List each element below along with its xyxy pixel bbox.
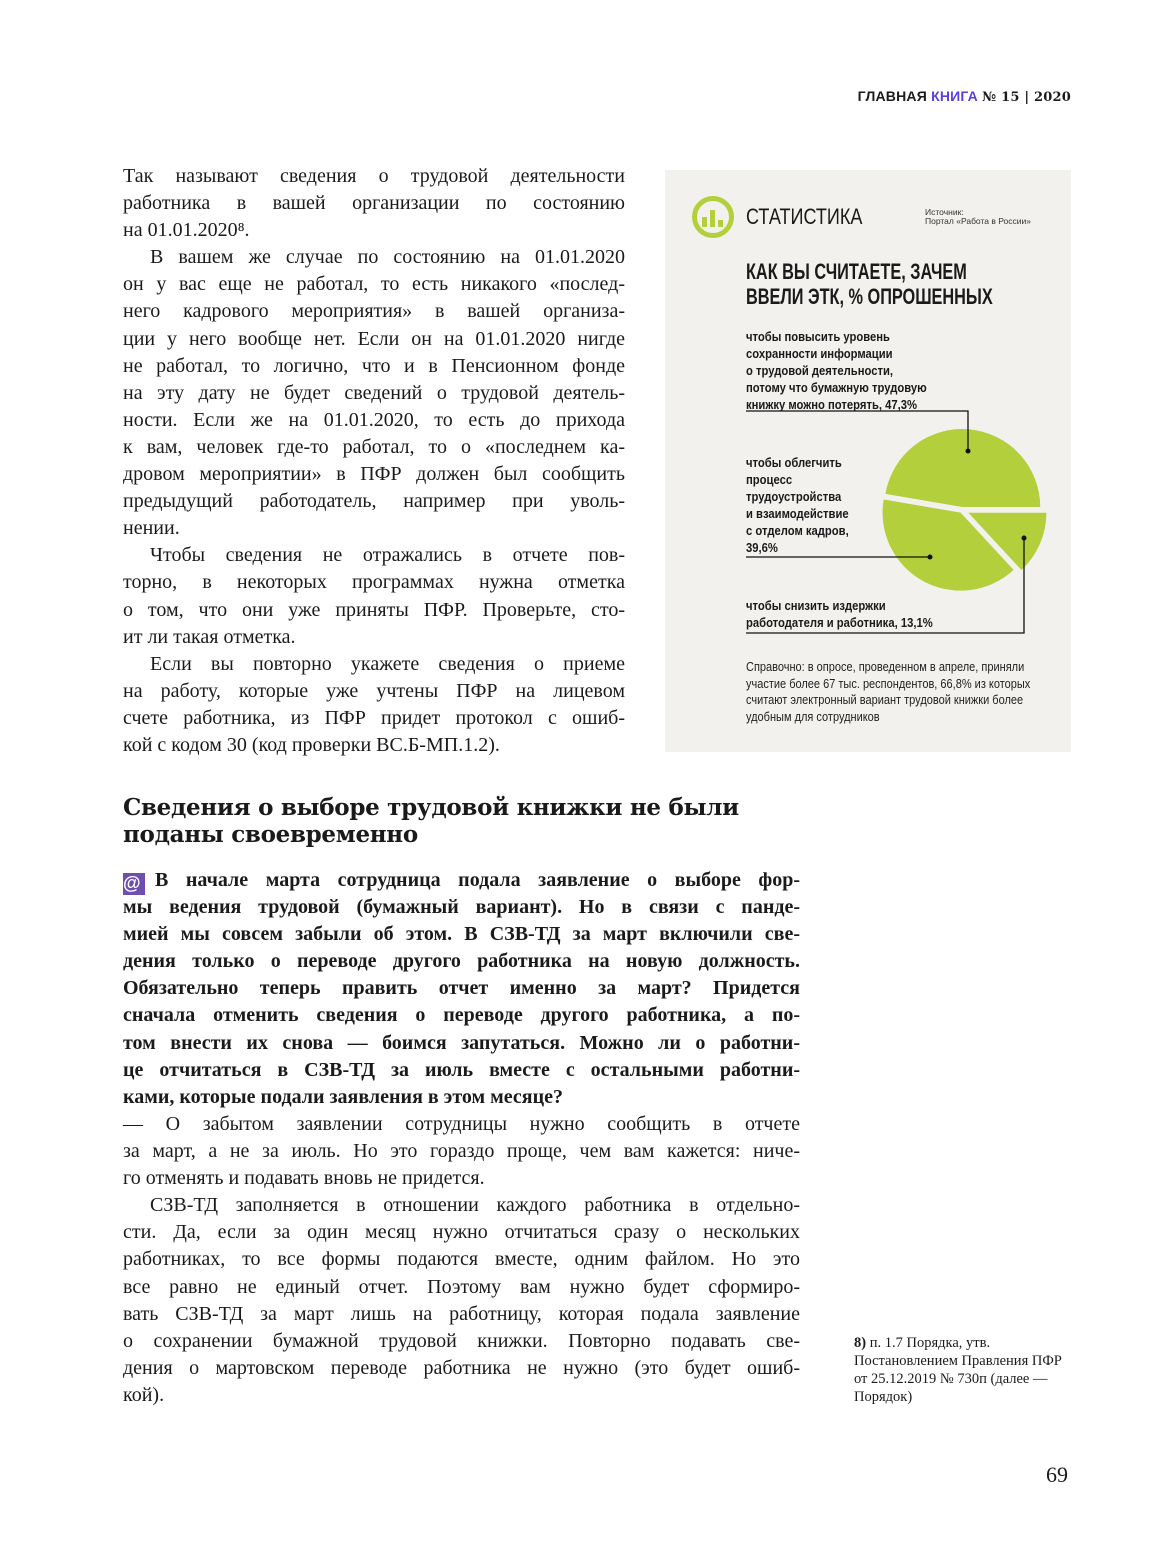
text-line: к вам, человек где-то работал, то о «последнем ка- <box>123 435 625 458</box>
question-line <box>123 1002 800 1029</box>
text-line: на работу, которые уже учтены ПФР на лицевом <box>123 679 625 702</box>
leader-dot-2 <box>928 555 933 560</box>
text-line: на 01.01.2020⁸. <box>123 219 250 242</box>
source-value: Портал «Работа в России» <box>925 215 1031 226</box>
source-label: Источник: <box>925 207 964 217</box>
footnote-marker: 8) <box>854 1335 867 1351</box>
question-line <box>123 1057 800 1084</box>
question-text: мией мы совсем забыли об этом. В СЗВ-ТД за март включили све- <box>123 923 800 946</box>
text-line: Чтобы сведения не отражались в отчете пов- <box>150 544 625 567</box>
footnote-text: п. 1.7 Порядка, утв. Постановлением Правления ПФР от 25.12.2019 № 730п (далее — Порядок) <box>854 1335 1062 1405</box>
text-line: кой). <box>123 1383 165 1406</box>
text-line: работника в вашей организации по состоянию <box>123 192 625 215</box>
pie-label-line: работодателя и работника, 13,1% <box>746 615 933 630</box>
text-line: предыдущий работодатель, например при уволь- <box>123 490 625 513</box>
question-line <box>123 867 800 894</box>
footnote <box>854 1334 1064 1406</box>
pie-label-line: потому что бумажную трудовую <box>746 380 927 395</box>
text-line: работниках, то все формы подаются вместе, одним файлом. Но это <box>123 1248 800 1271</box>
text-line: о том, что они уже приняты ПФР. Проверьте, сто- <box>123 598 625 621</box>
pie-label-line: чтобы снизить издержки <box>746 599 886 613</box>
pie-label-line: сохранности информации <box>746 346 893 361</box>
pie-label-3 <box>746 455 849 556</box>
question-text: сначала отменить сведения о переводе другого работника, а по- <box>123 1004 800 1027</box>
text-line: Если вы повторно укажете сведения о приеме <box>150 652 625 675</box>
section-heading: Сведения о выборе трудовой книжки не были поданы своевременно <box>123 794 739 848</box>
statistics-box <box>665 170 1071 752</box>
text-line: го отменять и подавать вновь не придется. <box>123 1167 485 1190</box>
question-text: том внести их снова — боимся запутаться. Можно ли о работни- <box>123 1031 800 1054</box>
pie-label-line: книжку можно потерять, 47,3% <box>746 397 918 412</box>
text-line: СЗВ-ТД заполняется в отношении каждого работника в отдельно- <box>150 1194 800 1217</box>
text-line: Так называют сведения о трудовой деятельности <box>123 165 625 187</box>
issue-number: № 15 | 2020 <box>982 90 1071 105</box>
question-text: Обязательно теперь править отчет именно за март? Придется <box>123 977 800 1000</box>
text-line: на эту дату не будет сведений о трудовой деятель- <box>123 381 625 404</box>
text-line: дения о мартовском переводе работника не нужно (это будет ошиб- <box>123 1356 800 1379</box>
text-line: торно, в некоторых программах нужна отметка <box>123 571 625 594</box>
pie-label-1 <box>746 329 927 414</box>
running-header <box>858 88 1071 105</box>
stats-title: СТАТИСТИКА <box>746 204 863 229</box>
question-text: мы ведения трудовой (бумажный вариант). Но в связи с панде- <box>123 896 800 919</box>
text-line: В вашем же случае по состоянию на 01.01.2020 <box>150 246 625 269</box>
text-line: ит ли такая отметка. <box>123 625 296 648</box>
text-line: не работал, то логично, что и в Пенсионном фонде <box>123 354 625 377</box>
pie-label-line: с отделом кадров, <box>746 523 849 538</box>
question-line <box>123 948 800 975</box>
brand-accent: КНИГА <box>931 88 978 104</box>
pie-label-line: и взаимодействие <box>746 506 849 521</box>
text-line: за март, а не за июль. Но это гораздо проще, чем вам кажется: ниче- <box>123 1140 800 1163</box>
pie-slice-1 <box>885 429 1040 507</box>
pie-label-2 <box>746 598 933 632</box>
leader-dot-3 <box>1022 536 1027 541</box>
email-question-icon: @ <box>123 873 145 895</box>
question-line <box>123 921 800 948</box>
text-line: кой с кодом 30 (код проверки ВС.Б-МП.1.2). <box>123 733 500 756</box>
text-line: ции у него вообще нет. Если он на 01.01.2020 нигде <box>123 327 625 350</box>
page-number: 69 <box>1046 1462 1068 1487</box>
pie-label-line: о трудовой деятельности, <box>746 363 894 378</box>
text-line: он у вас еще не работал, то есть никакого «послед- <box>123 273 625 296</box>
pie-label-line: процесс <box>746 472 793 487</box>
question-text: ками, которые подали заявления в этом месяце? <box>123 1085 563 1108</box>
question-text: В начале марта сотрудница подала заявление о выборе фор- <box>155 869 800 891</box>
bar-chart-icon <box>695 199 732 236</box>
stats-note: Справочно: в опросе, проведенном в апреле, приняли участие более 67 тыс. респондентов, 66,8% из которых считают электронный вариант трудовой книжки более удобным для сотрудников <box>746 660 1031 725</box>
leader-dot-1 <box>966 449 971 454</box>
text-line: нении. <box>123 517 180 540</box>
question-line <box>123 894 800 921</box>
pie-label-line: 39,6% <box>746 540 778 555</box>
text-line: — О забытом заявлении сотрудницы нужно сообщить в отчете <box>123 1113 800 1135</box>
answer-block <box>123 1111 800 1409</box>
pie-label-line: трудоустройства <box>746 489 842 504</box>
question-text: дения только о переводе другого работника на новую должность. <box>123 950 800 973</box>
pie-label-line: чтобы облегчить <box>746 456 842 470</box>
question-text: це отчитаться в СЗВ-ТД за июль вместе с остальными работни- <box>123 1058 800 1081</box>
question-line <box>123 975 800 1002</box>
stats-source <box>925 208 1031 225</box>
text-line: него кадрового мероприятия» в вашей организа- <box>123 300 625 323</box>
text-line: сти. Да, если за один месяц нужно отчитаться сразу о нескольких <box>123 1221 800 1244</box>
text-line: ности. Если же на 01.01.2020, то есть до прихода <box>123 408 625 431</box>
body-text-top <box>123 163 625 759</box>
brand-name: ГЛАВНАЯ <box>857 88 927 104</box>
text-line: о сохранении бумажной трудовой книжки. Повторно подавать све- <box>123 1329 800 1352</box>
text-line: счете работника, из ПФР придет протокол с ошиб- <box>123 706 625 729</box>
chart-title: КАК ВЫ СЧИТАЕТЕ, ЗАЧЕМ ВВЕЛИ ЭТК, % ОПРОШЕННЫХ <box>746 259 993 309</box>
text-line: все равно не единый отчет. Поэтому вам нужно будет сформиро- <box>123 1275 800 1298</box>
pie-label-line: чтобы повысить уровень <box>746 330 890 344</box>
question-line <box>123 1084 800 1111</box>
question-block <box>123 867 800 1111</box>
question-line <box>123 1030 800 1057</box>
text-line: вать СЗВ-ТД за март лишь на работницу, которая подала заявление <box>123 1302 800 1325</box>
text-line: дровом мероприятии» в ПФР должен был сообщить <box>123 463 625 486</box>
